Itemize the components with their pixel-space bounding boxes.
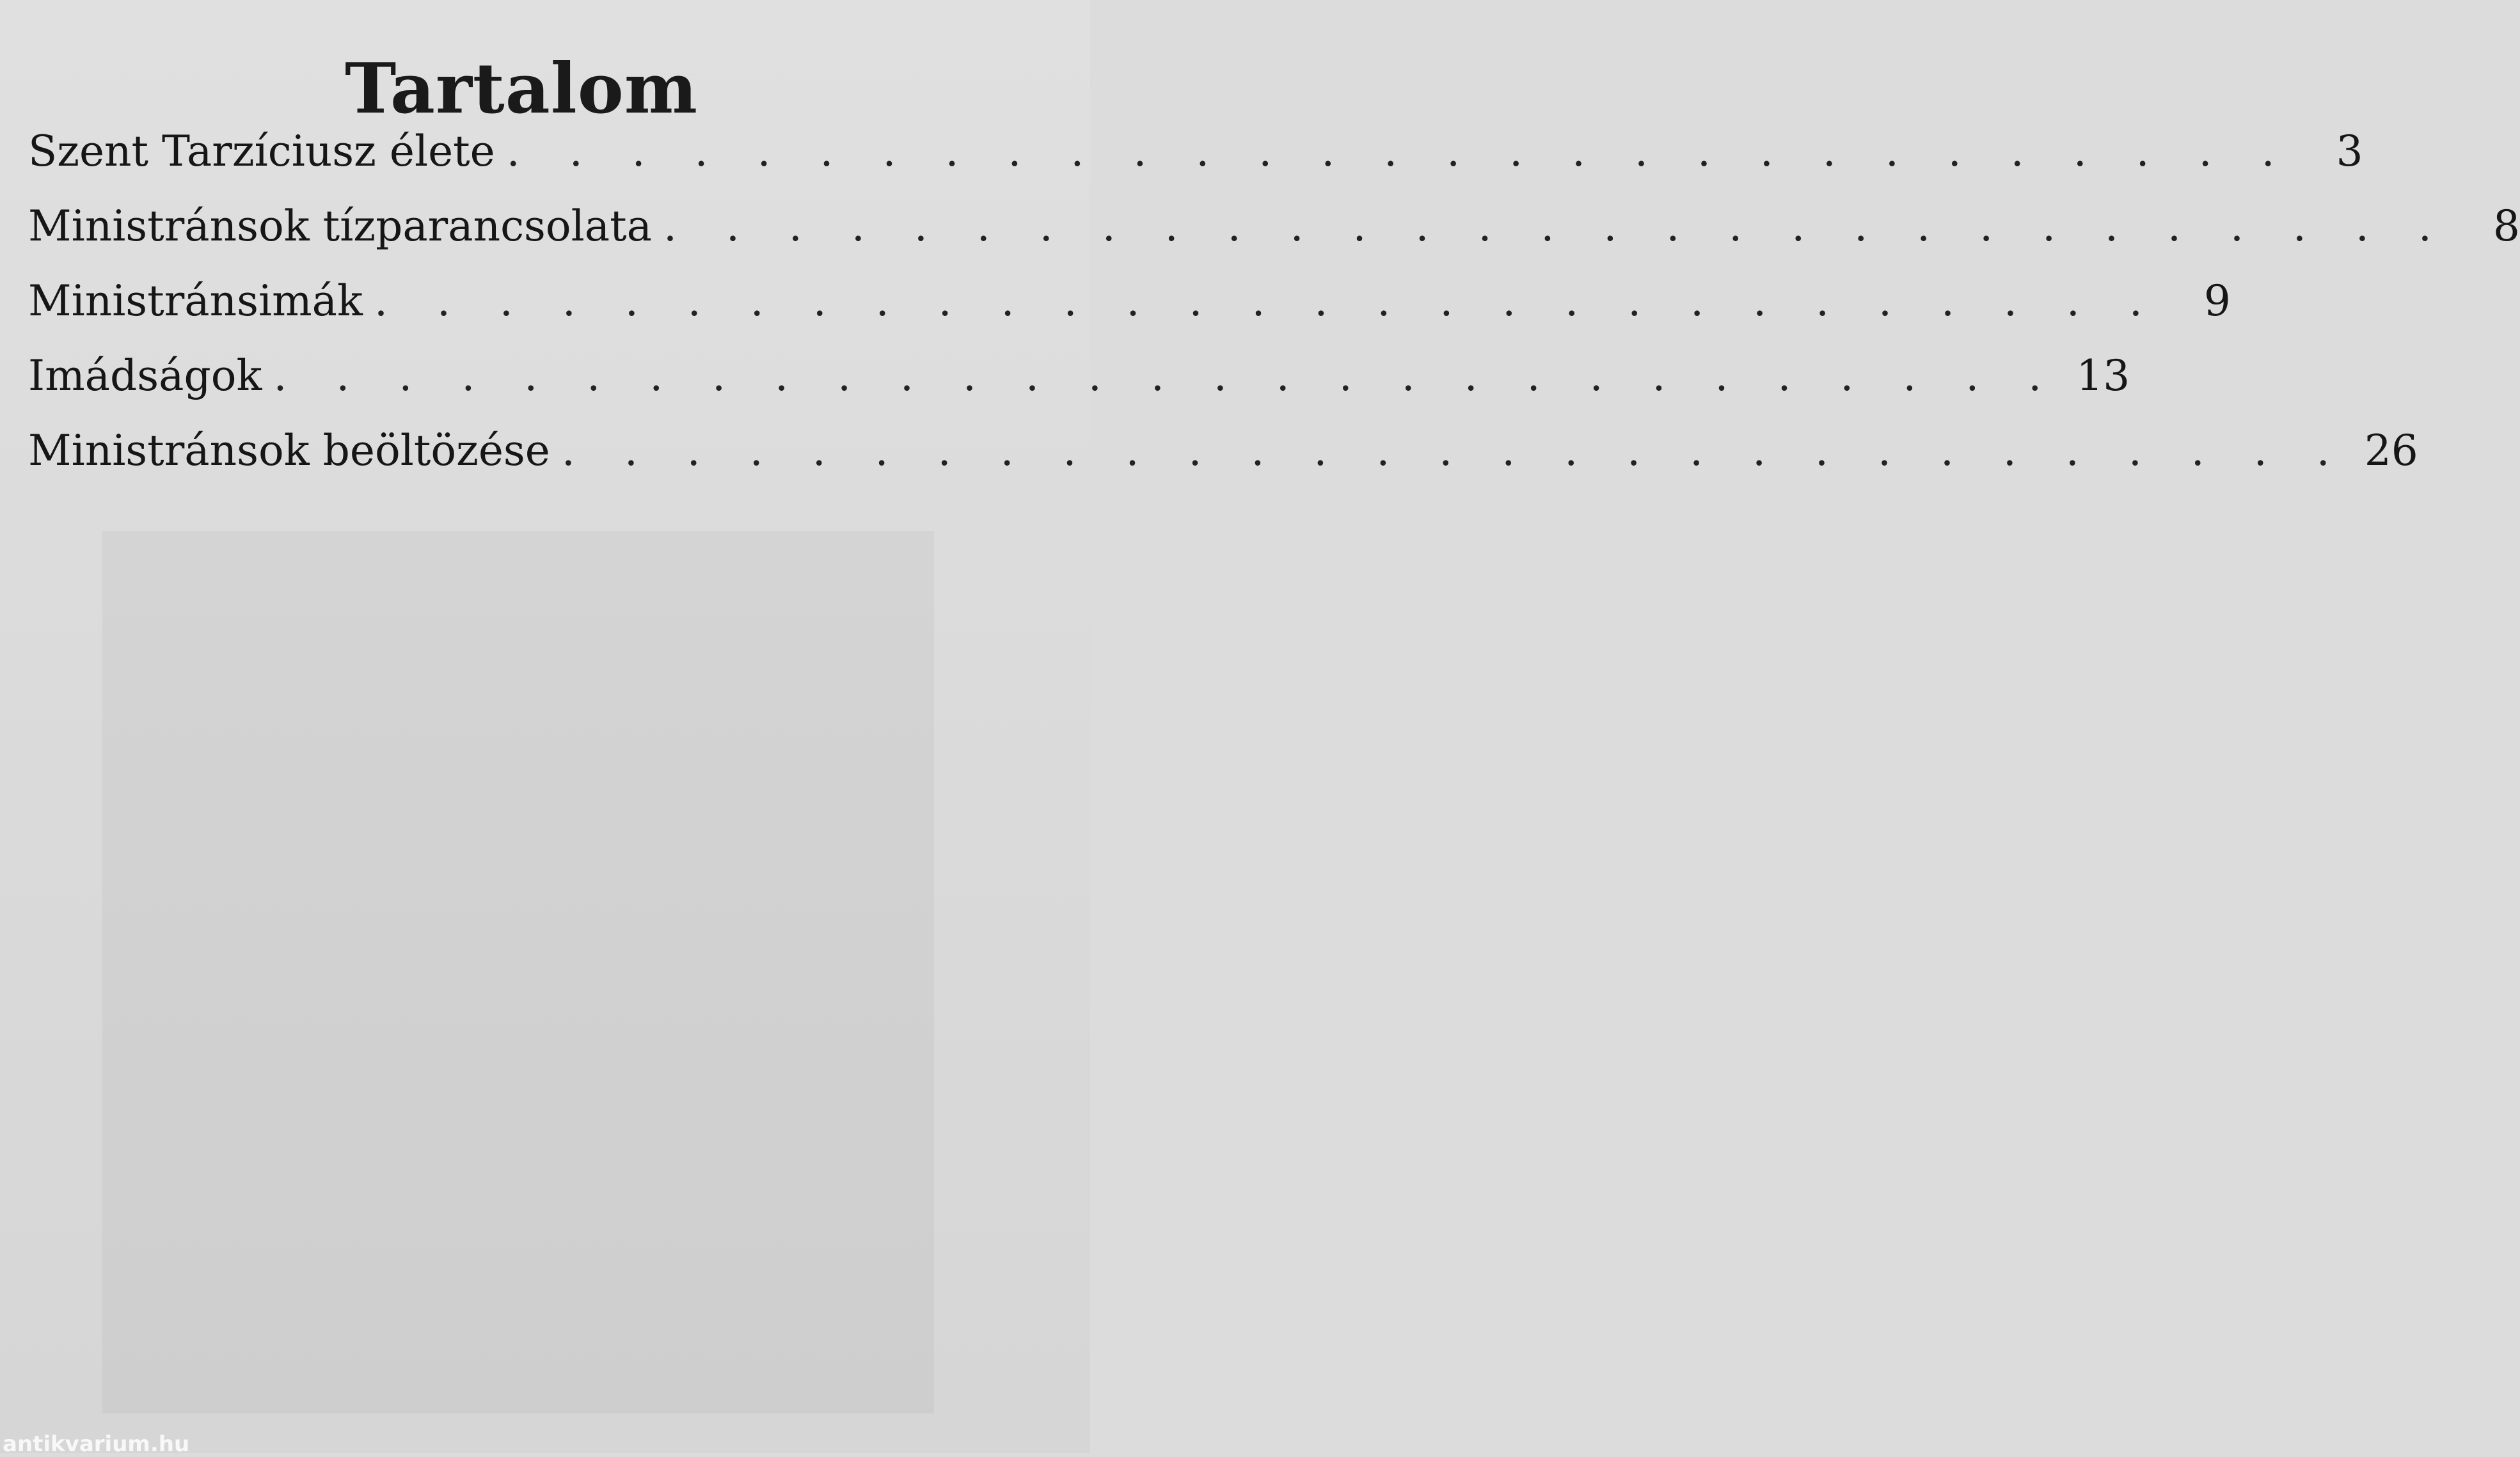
toc-entry bbox=[28, 201, 2520, 276]
dot-leader: . . . . . . . . . . . . . . . . . . . . . . . . . . . . . bbox=[273, 351, 2060, 400]
toc-entry bbox=[28, 276, 2231, 351]
watermark: antikvarium.hu bbox=[3, 1431, 190, 1457]
toc-entry-page-number: 13 bbox=[2076, 351, 2130, 400]
toc-entry-page-number: 3 bbox=[2336, 127, 2363, 176]
dot-leader: . . . . . . . . . . . . . . . . . . . . . . . . . . . . . bbox=[663, 201, 2450, 251]
toc-entry-page-number: 8 bbox=[2492, 201, 2520, 251]
toc-entry bbox=[28, 351, 2130, 426]
dot-leader: . . . . . . . . . . . . . . . . . . . . . . . . . . . . . bbox=[374, 276, 2160, 326]
toc-entry bbox=[28, 426, 2418, 501]
toc-entry-page-number: 9 bbox=[2203, 276, 2231, 326]
toc-entry-title: Ministránsimák bbox=[28, 276, 363, 326]
page-title: Tartalom bbox=[344, 49, 699, 130]
toc-entry-title: Ministránsok beöltözése bbox=[28, 426, 550, 475]
toc-entry-title: Ministránsok tízparancsolata bbox=[28, 201, 652, 251]
toc-entry-title: Imádságok bbox=[28, 351, 262, 400]
toc-entry bbox=[28, 127, 2363, 201]
dot-leader: . . . . . . . . . . . . . . . . . . . . . . . . . . . . . bbox=[506, 127, 2293, 176]
show-through-illustration bbox=[102, 531, 934, 1414]
toc-entry-page-number: 26 bbox=[2364, 426, 2418, 475]
toc-entry-title: Szent Tarzíciusz élete bbox=[28, 127, 495, 176]
table-of-contents bbox=[28, 127, 2520, 501]
dot-leader: . . . . . . . . . . . . . . . . . . . . . . . . . . . . . bbox=[561, 426, 2348, 475]
